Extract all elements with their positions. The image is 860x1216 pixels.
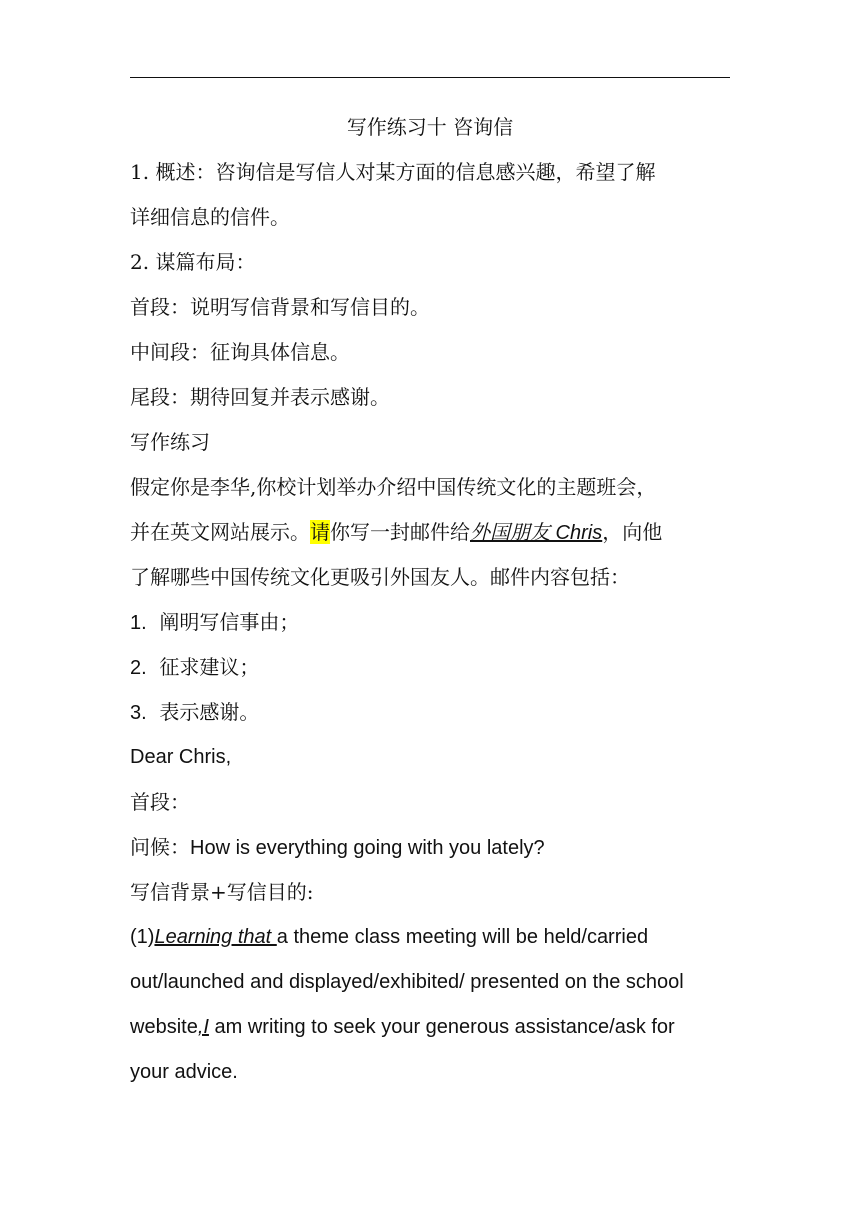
requirement-text: 阐明写信事由；: [159, 610, 300, 634]
prompt-line-2-before: 并在英文网站展示。: [130, 520, 310, 544]
header-rule: [130, 77, 730, 78]
purpose-label: 写信背景+写信目的:: [130, 880, 314, 904]
underlined-recipient-cn: 外国朋友: [470, 520, 550, 544]
prompt-line-3: 了解哪些中国传统文化更吸引外国友人。邮件内容包括：: [130, 565, 630, 589]
requirement-number: 3.: [130, 702, 147, 724]
layout-heading: 2. 谋篇布局：: [130, 250, 256, 274]
requirement-1: [130, 607, 299, 638]
requirement-number: 1.: [130, 612, 147, 634]
requirement-2: [130, 652, 259, 683]
sample-underlined-phrase: Learning that: [154, 926, 277, 948]
practice-heading: 写作练习: [130, 430, 210, 454]
prompt-line-2-after: ，向他: [602, 520, 663, 544]
sample-line-3-before: website: [130, 1016, 198, 1038]
layout-item-last-para: 尾段：期待回复并表示感谢。: [130, 385, 390, 409]
sample-line-2: out/launched and displayed/exhibited/ presented on the school: [130, 971, 684, 993]
document-title: 写作练习十 咨询信: [346, 115, 514, 139]
requirement-text: 征求建议；: [159, 655, 260, 679]
sample-number: (1): [130, 926, 155, 948]
sample-line-4: your advice.: [130, 1061, 238, 1083]
first-para-label: 首段：: [130, 790, 190, 814]
sample-line-3-rest: am writing to seek your generous assistance/ask for: [208, 1016, 675, 1038]
sample-line-1-rest: a theme class meeting will be held/carried: [276, 926, 649, 948]
sample-line-3: [130, 1012, 675, 1042]
highlighted-char: 请: [310, 520, 330, 544]
requirement-text: 表示感谢。: [159, 700, 260, 724]
overview-line-1: 1. 概述：咨询信是写信人对某方面的信息感兴趣，希望了解: [130, 160, 656, 184]
underlined-recipient-en: Chris: [550, 522, 603, 544]
layout-item-first-para: 首段：说明写信背景和写信目的。: [130, 295, 430, 319]
requirement-3: [130, 697, 259, 728]
greeting-text: How is everything going with you lately?: [190, 837, 545, 859]
prompt-line-2: [130, 517, 662, 548]
prompt-line-1: 假定你是李华,你校计划举办介绍中国传统文化的主题班会，: [130, 475, 657, 499]
layout-item-middle-para: 中间段：征询具体信息。: [130, 340, 350, 364]
greeting-line: [130, 832, 545, 863]
sample-line-1: [130, 922, 648, 952]
requirement-number: 2.: [130, 657, 147, 679]
prompt-line-2-middle: 你写一封邮件给: [330, 520, 470, 544]
salutation: Dear Chris,: [130, 746, 232, 768]
overview-line-2: 详细信息的信件。: [130, 205, 290, 229]
greeting-label: 问候：: [130, 835, 190, 859]
sample-underlined-comma-i: ,I: [197, 1016, 209, 1038]
